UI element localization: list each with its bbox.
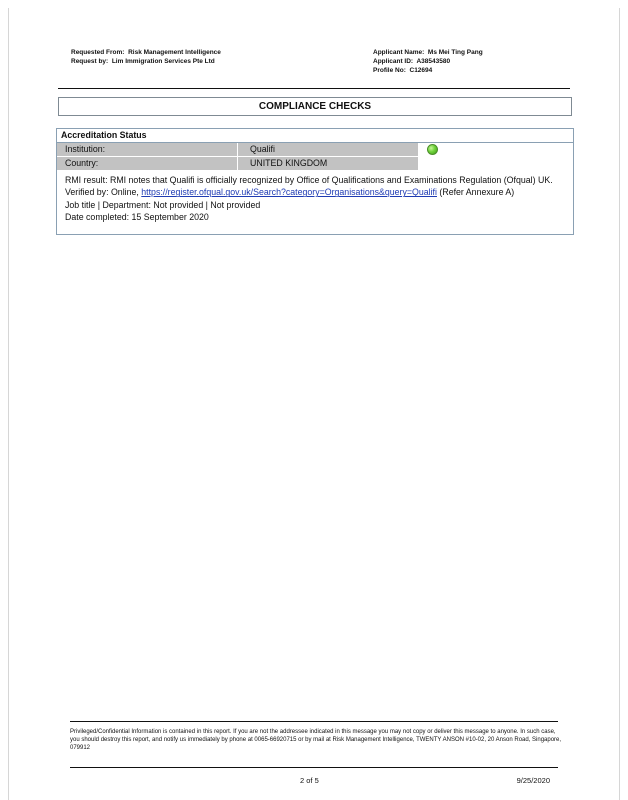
country-row <box>57 157 573 171</box>
applicant-id-value: A38543580 <box>416 58 451 65</box>
confidentiality-notice: Privileged/Confidential Information is contained in this report. If you are not the addressee indicated in this message you may not copy or deliver this message to anyone. In such case, you should destroy this report, and notify us immediately by phone at 0065-66920715 or by mail at Risk Management Intelligence, TWENTY ANSON #10-02, 20 Anson Road, Singapore, 079912 <box>70 729 562 751</box>
verification-details <box>57 171 573 223</box>
requester-info <box>71 48 221 66</box>
profile-no-value: C12694 <box>409 67 433 74</box>
verified-by-prefix: Verified by: Online, <box>65 187 142 198</box>
section-heading-box <box>58 97 572 116</box>
request-by-line <box>71 57 221 66</box>
footer-date: 9/25/2020 <box>516 776 550 785</box>
footer-divider-top <box>70 721 558 722</box>
country-value: UNITED KINGDOM <box>237 157 418 170</box>
status-cell-empty <box>418 157 573 170</box>
country-label: Country: <box>57 157 237 170</box>
institution-value: Qualifi <box>237 143 418 156</box>
green-status-dot-icon <box>427 144 438 155</box>
page-border <box>8 8 620 800</box>
accreditation-status-title: Accreditation Status <box>57 129 573 143</box>
requested-from-label: Requested From: <box>71 49 125 56</box>
status-cell <box>418 143 573 156</box>
applicant-info <box>373 48 483 75</box>
verified-by-suffix: (Refer Annexure A) <box>436 187 515 198</box>
applicant-id-line <box>373 57 483 66</box>
ofqual-register-link[interactable]: https://register.ofqual.gov.uk/Search?category=Organisations&query=Qualifi <box>141 187 437 198</box>
request-by-label: Request by: <box>71 58 109 65</box>
applicant-name-value: Ms Mei Ting Pang <box>427 49 483 56</box>
page-title: COMPLIANCE CHECKS <box>258 101 372 112</box>
profile-no-label: Profile No: <box>373 67 406 74</box>
header-divider <box>58 88 570 89</box>
institution-label: Institution: <box>57 143 237 156</box>
institution-row <box>57 143 573 157</box>
footer-divider-bottom <box>70 767 558 768</box>
applicant-name-label: Applicant Name: <box>373 49 425 56</box>
applicant-name-line <box>373 48 483 57</box>
accreditation-status-table <box>56 128 574 235</box>
requested-from-line <box>71 48 221 57</box>
report-header <box>71 48 568 80</box>
verified-by-line <box>65 186 565 198</box>
rmi-result-text: RMI result: RMI notes that Qualifi is officially recognized by Office of Qualifications and Examinations Regulation (Ofqual) UK. <box>65 175 553 185</box>
job-title-line: Job title | Department: Not provided | Not provided <box>65 199 261 210</box>
date-completed-line: Date completed: 15 September 2020 <box>65 211 209 222</box>
profile-no-line <box>373 66 483 75</box>
applicant-id-label: Applicant ID: <box>373 58 414 65</box>
request-by-value: Lim Immigration Services Pte Ltd <box>111 58 215 65</box>
page-number: 2 of 5 <box>300 776 319 785</box>
requested-from-value: Risk Management Intelligence <box>128 49 221 56</box>
